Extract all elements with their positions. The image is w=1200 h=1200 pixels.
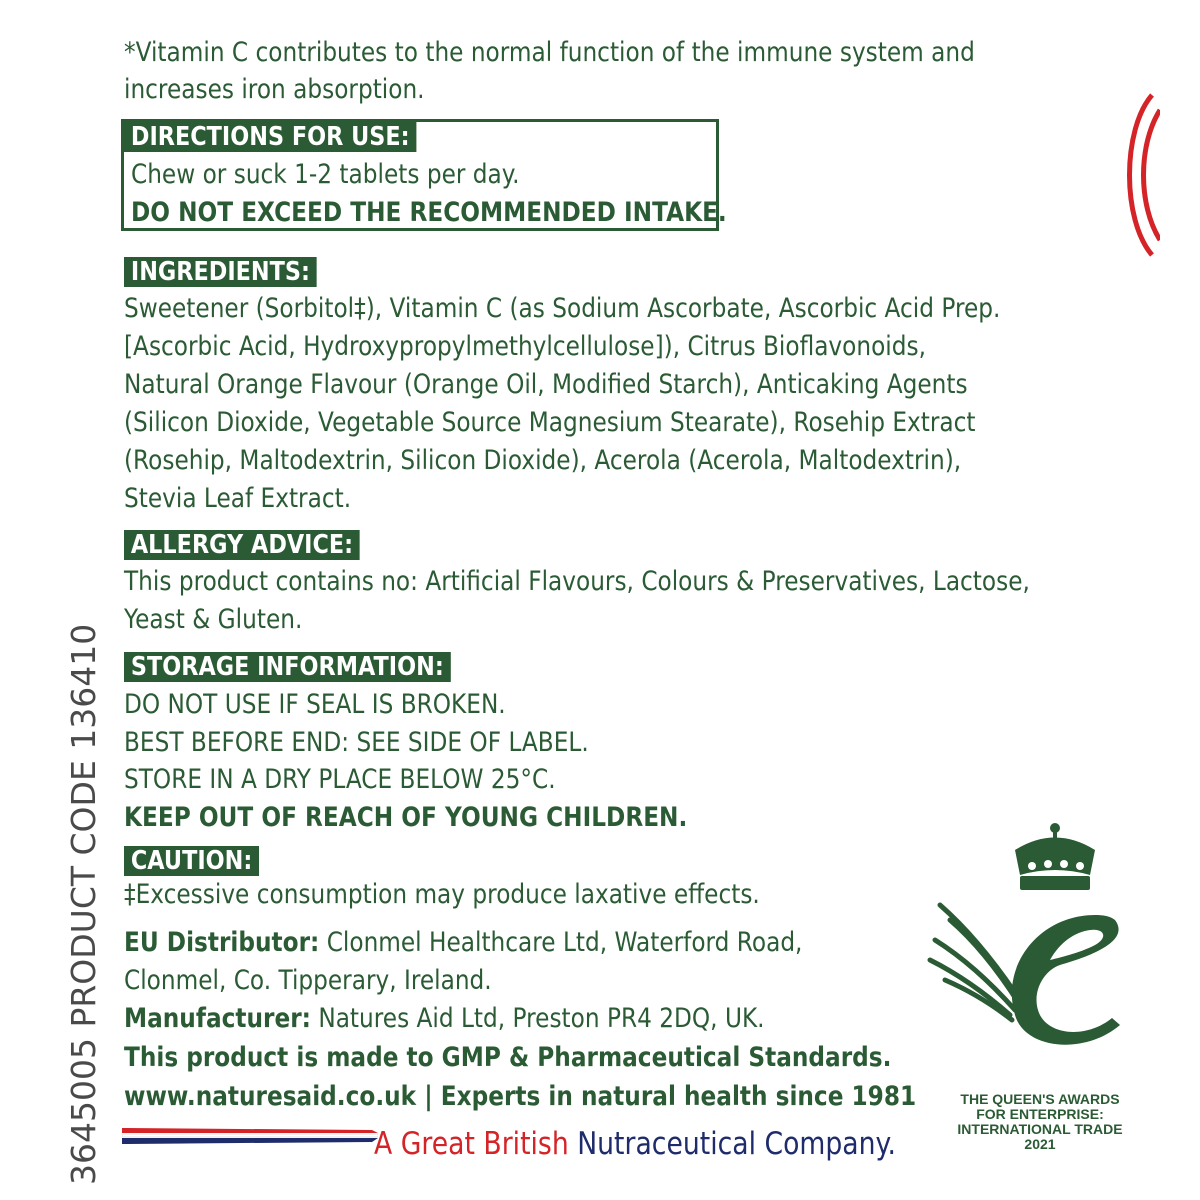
- manufacturer-label: Manufacturer:: [124, 1003, 311, 1034]
- storage-line-warning: KEEP OUT OF REACH OF YOUNG CHILDREN.: [124, 802, 688, 833]
- company-tagline: [374, 1124, 896, 1164]
- directions-line-1: Chew or suck 1-2 tablets per day.: [131, 159, 520, 190]
- ingredients-line: (Rosehip, Maltodextrin, Silicon Dioxide), Acerola (Acerola, Maltodextrin),: [124, 445, 962, 476]
- red-arc-logo-fragment: [1100, 90, 1160, 260]
- eu-distributor-label: EU Distributor:: [124, 927, 320, 958]
- caution-line: ‡Excessive consumption may produce laxative effects.: [124, 879, 760, 910]
- caution-section: [124, 846, 281, 876]
- allergy-heading: ALLERGY ADVICE:: [124, 530, 360, 560]
- award-line-1: THE QUEEN'S AWARDS: [960, 1091, 1120, 1107]
- gmp-statement: This product is made to GMP & Pharmaceutical Standards.: [124, 1042, 892, 1073]
- ingredients-line: [Ascorbic Acid, Hydroxypropylmethylcellulose]), Citrus Bioflavonoids,: [124, 331, 926, 362]
- ingredients-heading: INGREDIENTS:: [124, 257, 317, 287]
- ingredients-line: Stevia Leaf Extract.: [124, 483, 352, 514]
- eu-distributor-text: Clonmel Healthcare Ltd, Waterford Road,: [319, 927, 803, 958]
- award-line-2: FOR ENTERPRISE:: [976, 1106, 1104, 1122]
- directions-section: [124, 122, 464, 152]
- allergy-line: Yeast & Gluten.: [124, 604, 303, 635]
- website-line: www.naturesaid.co.uk | Experts in natural health since 1981: [124, 1081, 917, 1112]
- queens-award-emblem-icon: [920, 820, 1160, 1060]
- storage-line: STORE IN A DRY PLACE BELOW 25°C.: [124, 764, 556, 795]
- eu-distributor: [124, 924, 802, 962]
- storage-heading: STORAGE INFORMATION:: [124, 652, 451, 682]
- eu-distributor-address: Clonmel, Co. Tipperary, Ireland.: [124, 965, 492, 996]
- award-line-4: 2021: [1024, 1136, 1056, 1152]
- tagline-nutraceutical: Nutraceutical Company.: [568, 1126, 896, 1162]
- allergy-section: [124, 530, 398, 560]
- storage-line: BEST BEFORE END: SEE SIDE OF LABEL.: [124, 727, 589, 758]
- caution-heading: CAUTION:: [124, 846, 259, 876]
- storage-line: DO NOT USE IF SEAL IS BROKEN.: [124, 689, 506, 720]
- vitamin-c-claim-line-1: *Vitamin C contributes to the normal function of the immune system and: [124, 37, 975, 68]
- allergy-line: This product contains no: Artificial Flavours, Colours & Preservatives, Lactose,: [124, 566, 1030, 597]
- storage-section: [124, 652, 504, 682]
- ingredients-section: [124, 257, 348, 287]
- ingredients-line: Sweetener (Sorbitol‡), Vitamin C (as Sodium Ascorbate, Ascorbic Acid Prep.: [124, 293, 1001, 324]
- tagline-great-british: A Great British: [374, 1126, 569, 1162]
- union-flag-swoosh-icon: [122, 1124, 378, 1146]
- product-code-vertical: 3645005 PRODUCT CODE 136410: [64, 623, 103, 1185]
- directions-heading: DIRECTIONS FOR USE:: [124, 122, 416, 152]
- manufacturer: [124, 1000, 765, 1038]
- ingredients-line: Natural Orange Flavour (Orange Oil, Modified Starch), Anticaking Agents: [124, 369, 968, 400]
- vitamin-c-claim-line-2: increases iron absorption.: [124, 74, 425, 105]
- directions-line-2: DO NOT EXCEED THE RECOMMENDED INTAKE.: [131, 197, 727, 228]
- queens-award-caption: [920, 1092, 1160, 1152]
- manufacturer-text: Natures Aid Ltd, Preston PR4 2DQ, UK.: [310, 1003, 765, 1034]
- ingredients-line: (Silicon Dioxide, Vegetable Source Magnesium Stearate), Rosehip Extract: [124, 407, 976, 438]
- award-line-3: INTERNATIONAL TRADE: [957, 1121, 1123, 1137]
